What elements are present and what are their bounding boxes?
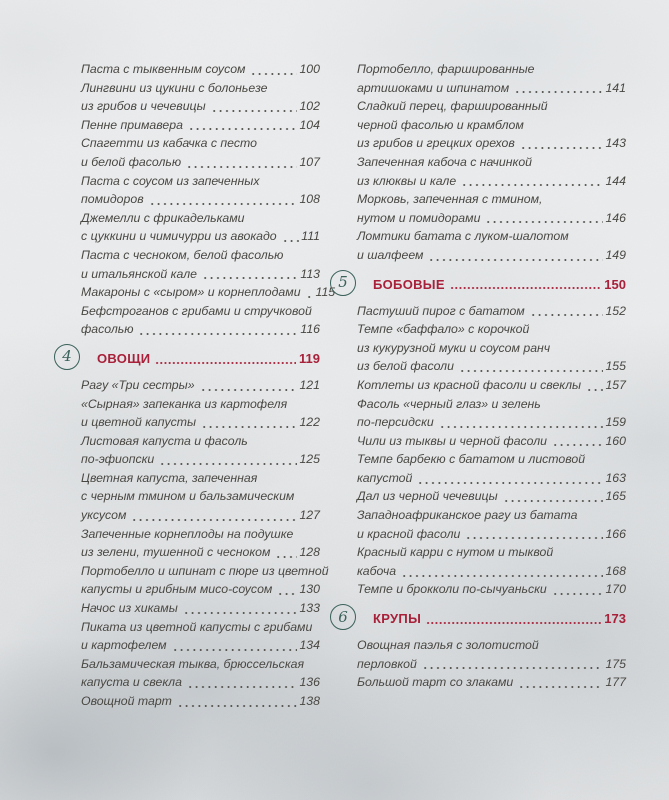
entry-line bbox=[357, 469, 626, 488]
dotted-leader bbox=[483, 209, 603, 228]
toc-entry bbox=[81, 79, 320, 116]
entry-line bbox=[357, 153, 626, 172]
entry-line bbox=[81, 525, 320, 544]
entry-line bbox=[357, 562, 626, 581]
dotted-leader bbox=[185, 673, 298, 692]
entry-text: Пенне примавера bbox=[81, 117, 183, 132]
entry-line bbox=[81, 60, 320, 79]
entry-line bbox=[81, 209, 320, 228]
entry-line bbox=[81, 134, 320, 153]
entry-text: Спагетти из кабачка с песто bbox=[81, 136, 257, 151]
entry-line bbox=[357, 487, 626, 506]
entry-line bbox=[357, 506, 626, 525]
entry-line bbox=[81, 469, 320, 488]
dotted-leader bbox=[273, 543, 297, 562]
entry-line bbox=[81, 655, 320, 674]
entry-text: Сладкий перец, фаршированный bbox=[357, 99, 548, 114]
dotted-leader bbox=[420, 655, 604, 674]
dotted-leader bbox=[181, 599, 298, 618]
entry-text: и цветной капусты bbox=[81, 415, 197, 430]
toc-entry bbox=[357, 487, 626, 506]
entry-text: Темпе «баффало» с корочкой bbox=[357, 322, 530, 337]
entry-line bbox=[357, 543, 626, 562]
entry-page-number: 102 bbox=[299, 99, 320, 114]
entry-page-number: 128 bbox=[299, 545, 320, 560]
section-title: ОВОЩИ bbox=[97, 350, 151, 366]
entry-line bbox=[357, 580, 626, 599]
entry-text: нутом и помидорами bbox=[357, 210, 481, 225]
entry-line bbox=[357, 357, 626, 376]
toc-entry bbox=[357, 450, 626, 487]
entry-text: фасолью bbox=[81, 322, 134, 337]
entry-line bbox=[81, 97, 320, 116]
entry-page-number: 122 bbox=[299, 415, 320, 430]
toc-entry bbox=[357, 673, 626, 692]
toc-entry bbox=[357, 227, 626, 264]
entry-line bbox=[357, 97, 626, 116]
dotted-leader bbox=[248, 60, 297, 79]
entry-page-number: 143 bbox=[605, 136, 626, 151]
entry-line bbox=[81, 692, 320, 711]
toc-entry bbox=[81, 525, 320, 562]
entry-page-number: 100 bbox=[299, 62, 320, 76]
entry-line bbox=[81, 395, 320, 414]
entry-page-number: 108 bbox=[299, 192, 320, 207]
entry-line bbox=[81, 432, 320, 451]
entry-line bbox=[81, 116, 320, 135]
toc-entry bbox=[357, 97, 626, 153]
entry-text: Ломтики батата с луком-шалотом bbox=[357, 229, 569, 244]
entry-page-number: 146 bbox=[605, 210, 626, 225]
entry-line bbox=[357, 209, 626, 228]
toc-entry bbox=[81, 60, 320, 79]
entry-text: перловкой bbox=[357, 656, 417, 671]
entry-text: и красной фасоли bbox=[357, 526, 461, 541]
entry-line bbox=[357, 395, 626, 414]
entry-text: по-персидски bbox=[357, 415, 434, 430]
entry-text: Овощная паэлья с золотистой bbox=[357, 638, 539, 653]
toc-section-header bbox=[338, 273, 626, 296]
dotted-leader bbox=[449, 274, 601, 296]
entry-text: Запеченная кабоча с начинкой bbox=[357, 154, 532, 169]
section-number: 6 bbox=[338, 607, 348, 626]
entry-text: Большой тарт со злаками bbox=[357, 675, 514, 690]
entry-text: Паста с соусом из запеченных bbox=[81, 173, 260, 188]
entry-page-number: 149 bbox=[605, 247, 626, 262]
dotted-leader bbox=[415, 469, 603, 488]
dotted-leader bbox=[198, 376, 298, 395]
entry-text: Дал из черной чечевицы bbox=[357, 489, 498, 504]
toc-entry bbox=[81, 395, 320, 432]
entry-page-number: 144 bbox=[605, 173, 626, 188]
entry-text: Макароны с «сыром» и корнеплодами bbox=[81, 285, 301, 300]
toc-entry bbox=[81, 376, 320, 395]
dotted-leader bbox=[199, 413, 297, 432]
entry-text: Портобелло, фаршированные bbox=[357, 62, 535, 76]
entry-line bbox=[357, 432, 626, 451]
entry-line bbox=[357, 134, 626, 153]
entry-text: Паста с чесноком, белой фасолью bbox=[81, 247, 284, 262]
entry-page-number: 111 bbox=[301, 229, 320, 244]
section-page-number: 150 bbox=[604, 276, 626, 292]
entry-line bbox=[357, 172, 626, 191]
toc-entry bbox=[81, 655, 320, 692]
toc-entry bbox=[357, 506, 626, 543]
section-number-badge bbox=[54, 344, 80, 370]
entry-line bbox=[81, 265, 320, 284]
dotted-leader bbox=[280, 227, 300, 246]
section-page-number: 173 bbox=[604, 611, 626, 627]
section-title: БОБОВЫЕ bbox=[373, 276, 445, 292]
toc-entry bbox=[357, 636, 626, 673]
dotted-leader bbox=[550, 580, 604, 599]
toc-entry bbox=[81, 432, 320, 469]
section-page-number: 119 bbox=[299, 350, 320, 366]
entry-text: капуста и свекла bbox=[81, 675, 182, 690]
toc-entry bbox=[357, 302, 626, 321]
entry-page-number: 177 bbox=[605, 675, 626, 690]
dotted-leader bbox=[147, 190, 298, 209]
entry-page-number: 157 bbox=[605, 377, 626, 392]
entry-page-number: 121 bbox=[299, 377, 320, 392]
dotted-leader bbox=[184, 153, 297, 172]
entry-text: из грибов и грецких орехов bbox=[357, 136, 515, 151]
toc-entry bbox=[81, 469, 320, 525]
entry-text: Лингвини из цукини с болоньезе bbox=[81, 80, 268, 95]
dotted-leader bbox=[459, 172, 603, 191]
entry-line bbox=[357, 636, 626, 655]
dotted-leader bbox=[501, 487, 604, 506]
dotted-leader bbox=[129, 506, 297, 525]
entry-text: капустой bbox=[357, 470, 413, 485]
entry-line bbox=[357, 413, 626, 432]
dotted-leader bbox=[399, 562, 603, 581]
entry-line bbox=[81, 320, 320, 339]
entry-text: Джемелли с фрикадельками bbox=[81, 210, 245, 225]
entry-page-number: 107 bbox=[299, 154, 320, 169]
entry-line bbox=[81, 599, 320, 618]
dotted-leader bbox=[209, 97, 298, 116]
toc-entry bbox=[357, 376, 626, 395]
toc-entry bbox=[81, 283, 336, 302]
entry-text: Западноафриканское рагу из батата bbox=[357, 508, 578, 523]
entry-line bbox=[357, 376, 626, 395]
dotted-leader bbox=[186, 116, 298, 135]
entry-text: Морковь, запеченная с тмином, bbox=[357, 192, 543, 207]
entry-text: черной фасолью и крамблом bbox=[357, 117, 524, 132]
entry-line bbox=[81, 562, 329, 581]
entry-text: из зелени, тушенной с чесноком bbox=[81, 545, 271, 560]
entry-line bbox=[357, 60, 626, 79]
entry-text: Паста с тыквенным соусом bbox=[81, 62, 246, 76]
toc-entry bbox=[81, 209, 320, 246]
entry-text: Бефстроганов с грибами и стручковой bbox=[81, 303, 312, 318]
entry-page-number: 130 bbox=[299, 582, 320, 597]
entry-text: кабоча bbox=[357, 563, 397, 578]
toc-entry bbox=[81, 618, 320, 655]
entry-text: Темпе и брокколи по-сычуаньски bbox=[357, 582, 547, 597]
entry-page-number: 155 bbox=[605, 359, 626, 374]
dotted-leader bbox=[275, 580, 297, 599]
entry-line bbox=[357, 79, 626, 98]
toc-entry bbox=[357, 543, 626, 580]
entry-line bbox=[81, 636, 320, 655]
entry-page-number: 166 bbox=[605, 526, 626, 541]
toc-entry bbox=[81, 246, 320, 283]
entry-text: Котлеты из красной фасоли и свеклы bbox=[357, 377, 582, 392]
entry-line bbox=[81, 413, 320, 432]
entry-page-number: 175 bbox=[605, 656, 626, 671]
entry-line bbox=[81, 673, 320, 692]
entry-line bbox=[357, 227, 626, 246]
entry-text: и итальянской кале bbox=[81, 266, 197, 281]
entry-line bbox=[81, 79, 320, 98]
section-number: 5 bbox=[338, 273, 348, 292]
dotted-leader bbox=[528, 302, 604, 321]
section-number-badge bbox=[330, 604, 356, 630]
dotted-leader bbox=[518, 134, 604, 153]
toc-entry bbox=[81, 116, 320, 135]
entry-page-number: 152 bbox=[605, 303, 626, 318]
toc-column-left bbox=[62, 60, 336, 711]
entry-text: и картофелем bbox=[81, 638, 167, 653]
entry-line bbox=[81, 450, 320, 469]
entry-page-number: 163 bbox=[605, 470, 626, 485]
entry-line bbox=[81, 302, 320, 321]
toc-entry bbox=[357, 190, 626, 227]
dotted-leader bbox=[550, 432, 603, 451]
entry-page-number: 127 bbox=[299, 508, 320, 523]
entry-line bbox=[81, 246, 320, 265]
entry-page-number: 170 bbox=[605, 582, 626, 597]
entry-line bbox=[81, 190, 320, 209]
entry-page-number: 138 bbox=[299, 694, 320, 708]
dotted-leader bbox=[512, 79, 603, 98]
entry-page-number: 104 bbox=[299, 117, 320, 132]
section-number-badge bbox=[330, 270, 356, 296]
entry-page-number: 115 bbox=[315, 285, 336, 300]
toc-entry bbox=[81, 302, 320, 339]
entry-line bbox=[357, 450, 626, 469]
entry-page-number: 136 bbox=[299, 675, 320, 690]
entry-page-number: 141 bbox=[605, 80, 626, 95]
dotted-leader bbox=[516, 673, 603, 692]
dotted-leader bbox=[154, 348, 296, 370]
entry-line bbox=[357, 320, 626, 339]
entry-text: Портобелло и шпинат с пюре из цветной bbox=[81, 563, 329, 578]
entry-text: Овощной тарт bbox=[81, 694, 172, 708]
entry-line bbox=[357, 655, 626, 674]
entry-line bbox=[357, 116, 626, 135]
entry-text: Листовая капуста и фасоль bbox=[81, 433, 248, 448]
entry-line bbox=[81, 506, 320, 525]
toc-entry bbox=[81, 692, 320, 711]
entry-page-number: 125 bbox=[299, 452, 320, 467]
entry-page-number: 133 bbox=[299, 601, 320, 616]
entry-text: Фасоль «черный глаз» и зелень bbox=[357, 396, 541, 411]
entry-text: Красный карри с нутом и тыквой bbox=[357, 545, 554, 560]
entry-text: капусты и грибным мисо-соусом bbox=[81, 582, 273, 597]
entry-text: и шалфеем bbox=[357, 247, 424, 262]
dotted-leader bbox=[457, 357, 604, 376]
dotted-leader bbox=[157, 450, 297, 469]
entry-line bbox=[357, 673, 626, 692]
entry-text: «Сырная» запеканка из картофеля bbox=[81, 396, 288, 411]
entry-text: Рагу «Три сестры» bbox=[81, 377, 195, 392]
entry-page-number: 168 bbox=[605, 563, 626, 578]
entry-line bbox=[357, 339, 626, 358]
dotted-leader bbox=[584, 376, 603, 395]
entry-text: из клюквы и кале bbox=[357, 173, 457, 188]
section-title: КРУПЫ bbox=[373, 611, 422, 627]
entry-line bbox=[357, 246, 626, 265]
entry-text: Запеченные корнеплоды на подушке bbox=[81, 526, 294, 541]
toc-entry bbox=[81, 134, 320, 171]
toc-entry bbox=[81, 599, 320, 618]
dotted-leader bbox=[426, 246, 603, 265]
entry-text: уксусом bbox=[81, 508, 127, 523]
entry-page-number: 159 bbox=[605, 415, 626, 430]
entry-line bbox=[81, 172, 320, 191]
entry-line bbox=[81, 376, 320, 395]
entry-line bbox=[81, 487, 320, 506]
section-number: 4 bbox=[62, 347, 72, 366]
dotted-leader bbox=[200, 265, 298, 284]
dotted-leader bbox=[136, 320, 298, 339]
entry-line bbox=[81, 580, 320, 599]
entry-text: помидоров bbox=[81, 192, 144, 207]
entry-line bbox=[357, 190, 626, 209]
dotted-leader bbox=[175, 692, 298, 711]
toc-column-right bbox=[338, 60, 626, 692]
entry-line bbox=[81, 543, 320, 562]
entry-page-number: 116 bbox=[300, 322, 320, 337]
entry-text: Пастуший пирог с бататом bbox=[357, 303, 525, 318]
toc-entry bbox=[357, 580, 626, 599]
entry-page-number: 165 bbox=[605, 489, 626, 504]
toc-entry bbox=[357, 432, 626, 451]
entry-line bbox=[81, 618, 320, 637]
entry-text: из грибов и чечевицы bbox=[81, 99, 206, 114]
toc-entry bbox=[81, 172, 320, 209]
toc-section-header bbox=[62, 347, 320, 370]
dotted-leader bbox=[425, 608, 601, 630]
entry-line bbox=[357, 525, 626, 544]
toc-entry bbox=[357, 60, 626, 97]
dotted-leader bbox=[463, 525, 603, 544]
entry-text: Цветная капуста, запеченная bbox=[81, 470, 258, 485]
entry-page-number: 160 bbox=[605, 433, 626, 448]
toc-entry bbox=[81, 562, 329, 599]
dotted-leader bbox=[304, 283, 314, 302]
entry-line bbox=[81, 227, 320, 246]
entry-text: Чили из тыквы и черной фасоли bbox=[357, 433, 548, 448]
entry-text: Бальзамическая тыква, брюссельская bbox=[81, 656, 305, 671]
dotted-leader bbox=[170, 636, 298, 655]
dotted-leader bbox=[437, 413, 604, 432]
entry-text: Темпе барбекю с бататом и листовой bbox=[357, 452, 586, 467]
entry-text: и белой фасолью bbox=[81, 154, 182, 169]
entry-text: Пиката из цветной капусты с грибами bbox=[81, 619, 313, 634]
entry-text: с цуккини и чимичурри из авокадо bbox=[81, 229, 277, 244]
entry-text: артишоками и шпинатом bbox=[357, 80, 510, 95]
entry-text: Начос из хикамы bbox=[81, 601, 178, 616]
entry-text: с черным тмином и бальзамическим bbox=[81, 489, 295, 504]
entry-text: из белой фасоли bbox=[357, 359, 454, 374]
toc-entry bbox=[357, 320, 626, 376]
toc-entry bbox=[357, 395, 626, 432]
entry-page-number: 134 bbox=[299, 638, 320, 653]
entry-line bbox=[81, 153, 320, 172]
entry-line bbox=[81, 283, 336, 302]
toc-section-header bbox=[338, 607, 626, 630]
entry-page-number: 113 bbox=[300, 266, 320, 281]
toc-entry bbox=[357, 153, 626, 190]
entry-text: по-эфиопски bbox=[81, 452, 155, 467]
entry-line bbox=[357, 302, 626, 321]
entry-text: из кукурузной муки и соусом ранч bbox=[357, 340, 551, 355]
